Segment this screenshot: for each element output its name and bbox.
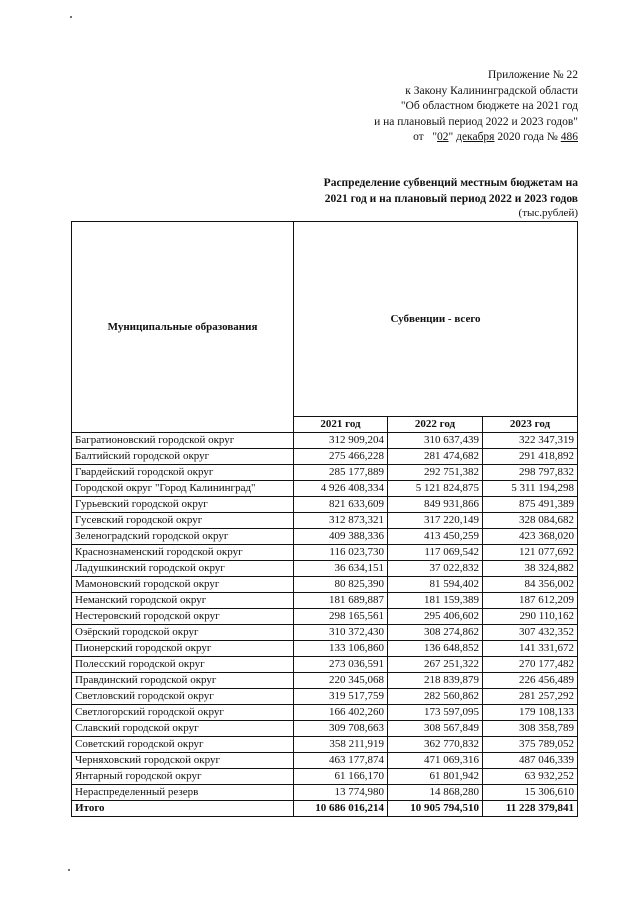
table-row xyxy=(72,545,578,561)
table-row xyxy=(72,705,578,721)
value-2021-cell: 13 774,980 xyxy=(294,785,388,801)
municipality-name-cell: Правдинский городской округ xyxy=(72,673,294,689)
value-2021-cell: 181 689,887 xyxy=(294,593,388,609)
total-row xyxy=(72,801,578,817)
value-2021-cell: 275 466,228 xyxy=(294,449,388,465)
value-2022-cell: 181 159,389 xyxy=(388,593,483,609)
law-reference: к Закону Калининградской области xyxy=(405,84,578,97)
date-close-quote: " xyxy=(448,131,454,143)
value-2022-cell: 173 597,095 xyxy=(388,705,483,721)
table-row xyxy=(72,497,578,513)
value-2021-cell: 10 686 016,214 xyxy=(294,801,388,817)
municipality-name-cell: Зеленоградский городской округ xyxy=(72,529,294,545)
appendix-number: Приложение № 22 xyxy=(488,69,578,81)
value-2022-cell: 308 274,862 xyxy=(388,625,483,641)
table-row xyxy=(72,641,578,657)
table-row xyxy=(72,481,578,497)
law-title-line1: "Об областном бюджете на 2021 год xyxy=(400,100,578,112)
table-row xyxy=(72,577,578,593)
value-2023-cell: 187 612,209 xyxy=(483,593,578,609)
value-2022-cell: 61 801,942 xyxy=(388,769,483,785)
municipality-name-cell: Озёрский городской округ xyxy=(72,625,294,641)
table-row xyxy=(72,529,578,545)
municipality-name-cell: Гурьевский городской округ xyxy=(72,497,294,513)
table-row xyxy=(72,753,578,769)
value-2023-cell: 308 358,789 xyxy=(483,721,578,737)
value-2023-cell: 375 789,052 xyxy=(483,737,578,753)
value-2021-cell: 220 345,068 xyxy=(294,673,388,689)
municipality-name-cell: Балтийский городской округ xyxy=(72,449,294,465)
value-2023-cell: 298 797,832 xyxy=(483,465,578,481)
year-2022-header: 2022 год xyxy=(388,417,483,433)
value-2022-cell: 117 069,542 xyxy=(388,545,483,561)
subsidies-column-header: Субвенции - всего xyxy=(294,222,578,417)
date-day: 02 xyxy=(437,131,449,143)
year-2023-header: 2023 год xyxy=(483,417,578,433)
table-row xyxy=(72,769,578,785)
appendix-header xyxy=(374,68,578,146)
value-2022-cell: 282 560,862 xyxy=(388,689,483,705)
value-2022-cell: 471 069,316 xyxy=(388,753,483,769)
table-row xyxy=(72,433,578,449)
value-2022-cell: 310 637,439 xyxy=(388,433,483,449)
subsidies-table xyxy=(71,221,578,817)
value-2023-cell: 5 311 194,298 xyxy=(483,481,578,497)
date-year: 2020 года № xyxy=(497,131,558,143)
date-prefix: от xyxy=(413,131,424,143)
table-row xyxy=(72,657,578,673)
municipality-name-cell: Полесский городской округ xyxy=(72,657,294,673)
law-number: 486 xyxy=(560,131,578,143)
value-2022-cell: 10 905 794,510 xyxy=(388,801,483,817)
value-2023-cell: 141 331,672 xyxy=(483,641,578,657)
value-2023-cell: 875 491,389 xyxy=(483,497,578,513)
value-2021-cell: 4 926 408,334 xyxy=(294,481,388,497)
value-2023-cell: 291 418,892 xyxy=(483,449,578,465)
value-2021-cell: 61 166,170 xyxy=(294,769,388,785)
value-2023-cell: 121 077,692 xyxy=(483,545,578,561)
value-2023-cell: 84 356,002 xyxy=(483,577,578,593)
value-2021-cell: 80 825,390 xyxy=(294,577,388,593)
municipality-name-cell: Неманский городской округ xyxy=(72,593,294,609)
municipality-name-cell: Славский городской округ xyxy=(72,721,294,737)
value-2021-cell: 166 402,260 xyxy=(294,705,388,721)
table-row xyxy=(72,625,578,641)
municipality-name-cell: Светлогорский городской округ xyxy=(72,705,294,721)
value-2023-cell: 487 046,339 xyxy=(483,753,578,769)
units-label: (тыс.рублей) xyxy=(518,207,578,219)
value-2023-cell: 270 177,482 xyxy=(483,657,578,673)
value-2023-cell: 328 084,682 xyxy=(483,513,578,529)
municipality-name-cell: Советский городской округ xyxy=(72,737,294,753)
table-row xyxy=(72,513,578,529)
table-row xyxy=(72,785,578,801)
value-2023-cell: 63 932,252 xyxy=(483,769,578,785)
value-2021-cell: 358 211,919 xyxy=(294,737,388,753)
title-line2: 2021 год и на плановый период 2022 и 2023 годов xyxy=(324,192,578,205)
value-2023-cell: 290 110,162 xyxy=(483,609,578,625)
value-2021-cell: 319 517,759 xyxy=(294,689,388,705)
date-open-quote: " xyxy=(432,131,438,143)
municipality-name-cell: Янтарный городской округ xyxy=(72,769,294,785)
value-2022-cell: 849 931,866 xyxy=(388,497,483,513)
value-2022-cell: 362 770,832 xyxy=(388,737,483,753)
value-2022-cell: 136 648,852 xyxy=(388,641,483,657)
table-header-row xyxy=(72,222,578,417)
municipality-name-cell: Черняховский городской округ xyxy=(72,753,294,769)
title-line1: Распределение субвенций местным бюджетам на xyxy=(323,177,578,189)
scan-speck xyxy=(68,869,70,871)
document-title xyxy=(324,176,578,207)
value-2022-cell: 81 594,402 xyxy=(388,577,483,593)
value-2021-cell: 409 388,336 xyxy=(294,529,388,545)
municipality-name-cell: Мамоновский городской округ xyxy=(72,577,294,593)
date-month: декабря xyxy=(456,131,495,143)
value-2022-cell: 317 220,149 xyxy=(388,513,483,529)
value-2022-cell: 292 751,382 xyxy=(388,465,483,481)
value-2023-cell: 281 257,292 xyxy=(483,689,578,705)
value-2023-cell: 15 306,610 xyxy=(483,785,578,801)
scan-speck xyxy=(70,16,72,18)
value-2021-cell: 133 106,860 xyxy=(294,641,388,657)
table-row xyxy=(72,689,578,705)
value-2021-cell: 821 633,609 xyxy=(294,497,388,513)
table-row xyxy=(72,465,578,481)
value-2022-cell: 218 839,879 xyxy=(388,673,483,689)
municipality-name-cell: Гусевский городской округ xyxy=(72,513,294,529)
municipality-name-cell: Краснознаменский городской округ xyxy=(72,545,294,561)
municipality-name-cell: Нераспределенный резерв xyxy=(72,785,294,801)
table-row xyxy=(72,449,578,465)
value-2021-cell: 116 023,730 xyxy=(294,545,388,561)
table-row xyxy=(72,721,578,737)
value-2021-cell: 309 708,663 xyxy=(294,721,388,737)
municipality-name-cell: Гвардейский городской округ xyxy=(72,465,294,481)
value-2022-cell: 308 567,849 xyxy=(388,721,483,737)
law-title-line2: и на плановый период 2022 и 2023 годов" xyxy=(374,115,578,128)
table-row xyxy=(72,673,578,689)
value-2022-cell: 5 121 824,875 xyxy=(388,481,483,497)
municipality-name-cell: Итого xyxy=(72,801,294,817)
value-2022-cell: 14 868,280 xyxy=(388,785,483,801)
municipality-column-header: Муниципальные образования xyxy=(72,222,294,433)
value-2022-cell: 281 474,682 xyxy=(388,449,483,465)
value-2023-cell: 11 228 379,841 xyxy=(483,801,578,817)
municipality-name-cell: Городской округ "Город Калининград" xyxy=(72,481,294,497)
value-2023-cell: 307 432,352 xyxy=(483,625,578,641)
value-2022-cell: 267 251,322 xyxy=(388,657,483,673)
table-row xyxy=(72,609,578,625)
municipality-name-cell: Нестеровский городской округ xyxy=(72,609,294,625)
value-2023-cell: 38 324,882 xyxy=(483,561,578,577)
table-row xyxy=(72,593,578,609)
table-row xyxy=(72,561,578,577)
value-2022-cell: 295 406,602 xyxy=(388,609,483,625)
value-2021-cell: 312 909,204 xyxy=(294,433,388,449)
value-2023-cell: 226 456,489 xyxy=(483,673,578,689)
municipality-name-cell: Пионерский городской округ xyxy=(72,641,294,657)
value-2023-cell: 322 347,319 xyxy=(483,433,578,449)
value-2022-cell: 37 022,832 xyxy=(388,561,483,577)
value-2021-cell: 463 177,874 xyxy=(294,753,388,769)
value-2022-cell: 413 450,259 xyxy=(388,529,483,545)
value-2021-cell: 285 177,889 xyxy=(294,465,388,481)
municipality-name-cell: Ладушкинский городской округ xyxy=(72,561,294,577)
law-date xyxy=(374,130,578,146)
value-2023-cell: 423 368,020 xyxy=(483,529,578,545)
value-2021-cell: 312 873,321 xyxy=(294,513,388,529)
year-2021-header: 2021 год xyxy=(294,417,388,433)
value-2021-cell: 36 634,151 xyxy=(294,561,388,577)
value-2021-cell: 273 036,591 xyxy=(294,657,388,673)
value-2021-cell: 310 372,430 xyxy=(294,625,388,641)
table-row xyxy=(72,737,578,753)
value-2021-cell: 298 165,561 xyxy=(294,609,388,625)
municipality-name-cell: Багратионовский городской округ xyxy=(72,433,294,449)
value-2023-cell: 179 108,133 xyxy=(483,705,578,721)
municipality-name-cell: Светловский городской округ xyxy=(72,689,294,705)
